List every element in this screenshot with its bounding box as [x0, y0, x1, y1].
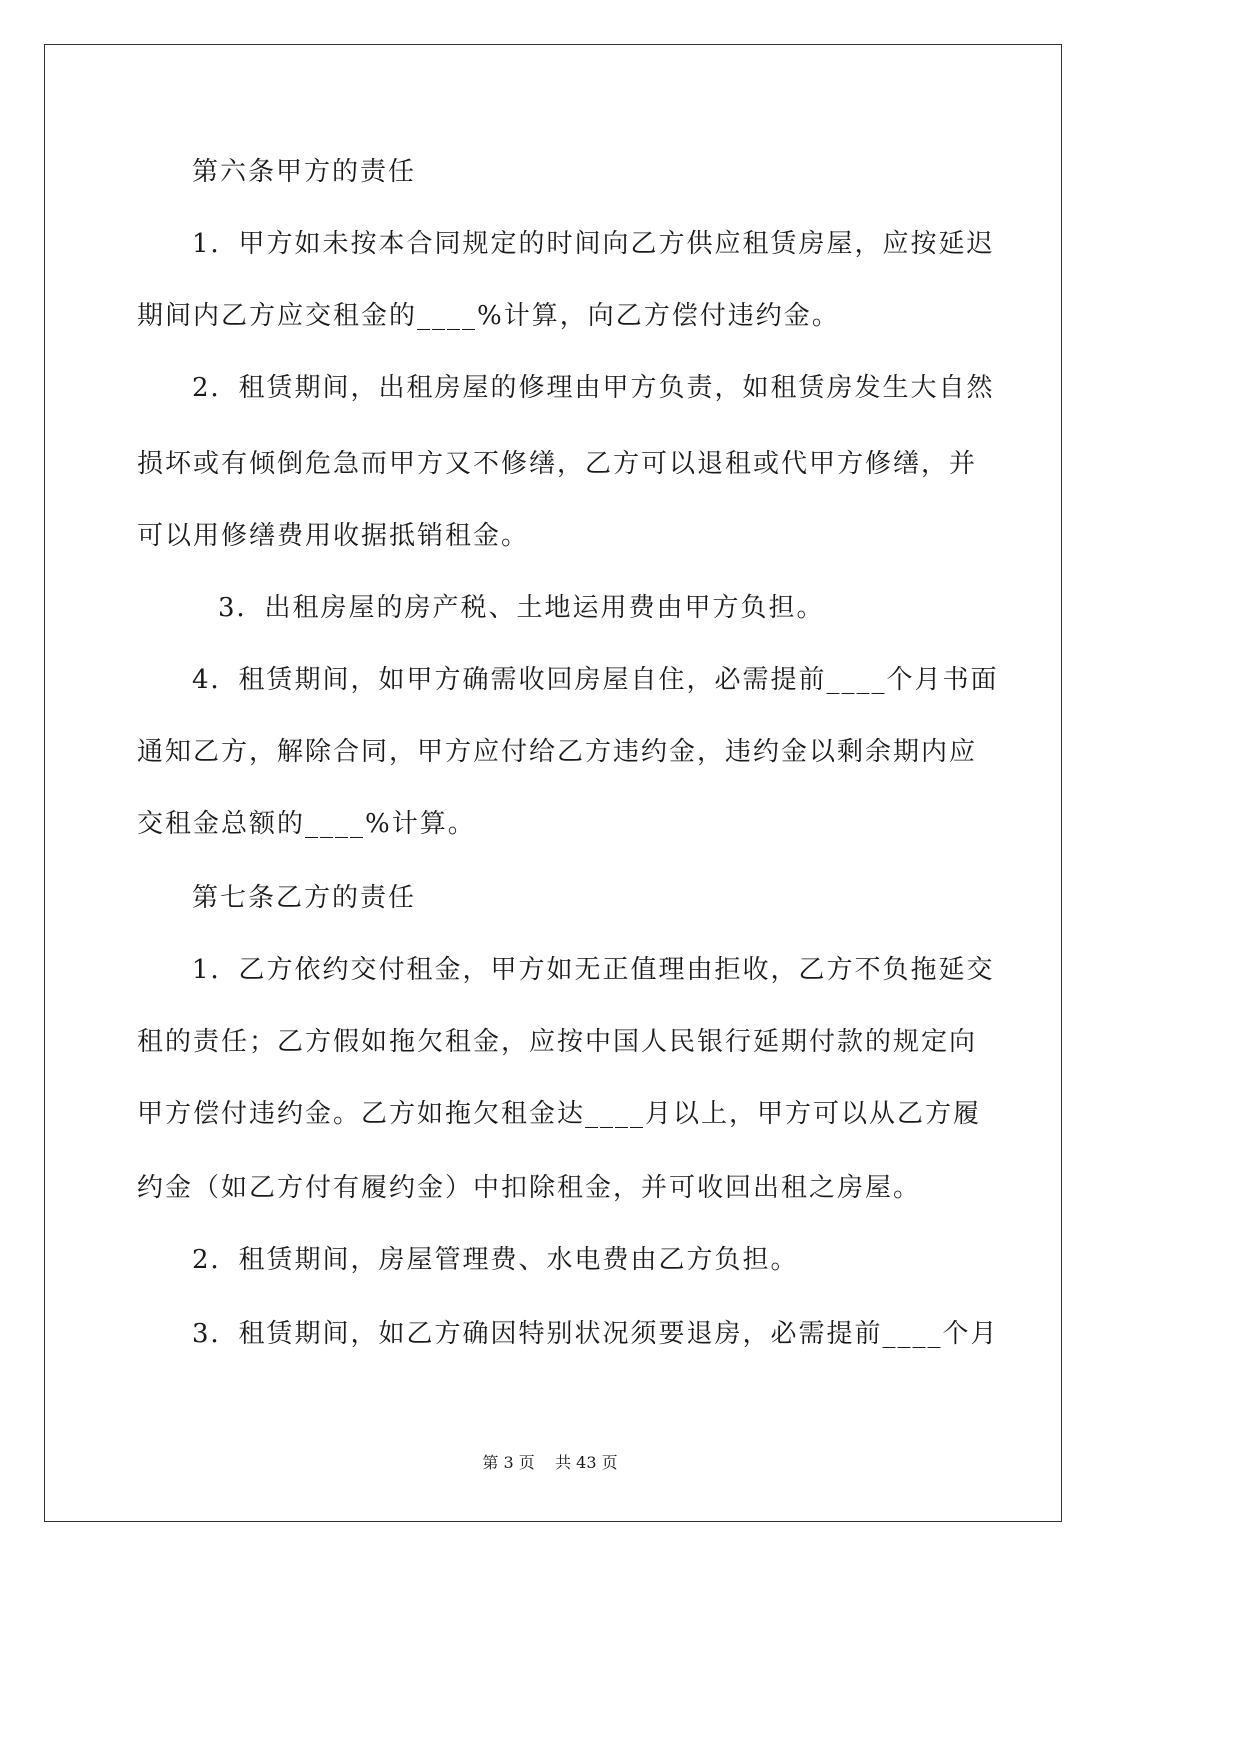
section-heading-article-6: 第六条甲方的责任	[192, 157, 417, 187]
paragraph-line: 2．租赁期间，出租房屋的修理由甲方负责，如租赁房发生大自然	[192, 373, 995, 403]
paragraph-line: 租的责任；乙方假如拖欠租金，应按中国人民银行延期付款的规定向	[137, 1027, 978, 1057]
page-border	[44, 44, 1062, 1522]
paragraph-line: 甲方偿付违约金。乙方如拖欠租金达____月以上，甲方可以从乙方履	[137, 1099, 982, 1129]
page-number-footer: 第 3 页 共 43 页	[482, 1453, 618, 1472]
paragraph-line: 期间内乙方应交租金的____%计算，向乙方偿付违约金。	[137, 301, 840, 331]
paragraph-line: 交租金总额的____%计算。	[137, 809, 476, 839]
paragraph-line: 可以用修缮费用收据抵销租金。	[137, 521, 530, 551]
section-heading-article-7: 第七条乙方的责任	[192, 883, 417, 913]
paragraph-line: 1．甲方如未按本合同规定的时间向乙方供应租赁房屋，应按延迟	[192, 229, 995, 259]
paragraph-line: 损坏或有倾倒危急而甲方又不修缮，乙方可以退租或代甲方修缮，并	[137, 449, 978, 479]
paragraph-line: 2．租赁期间，房屋管理费、水电费由乙方负担。	[192, 1245, 799, 1275]
paragraph-line: 3．租赁期间，如乙方确因特别状况须要退房，必需提前____个月	[192, 1319, 999, 1349]
paragraph-line: 通知乙方，解除合同，甲方应付给乙方违约金，违约金以剩余期内应	[137, 737, 978, 767]
paragraph-line: 4．租赁期间，如甲方确需收回房屋自住，必需提前____个月书面	[192, 665, 999, 695]
paragraph-line: 1．乙方依约交付租金，甲方如无正值理由拒收，乙方不负拖延交	[192, 955, 995, 985]
paragraph-line: 3．出租房屋的房产税、土地运用费由甲方负担。	[218, 593, 825, 623]
paragraph-line: 约金（如乙方付有履约金）中扣除租金，并可收回出租之房屋。	[137, 1173, 922, 1203]
